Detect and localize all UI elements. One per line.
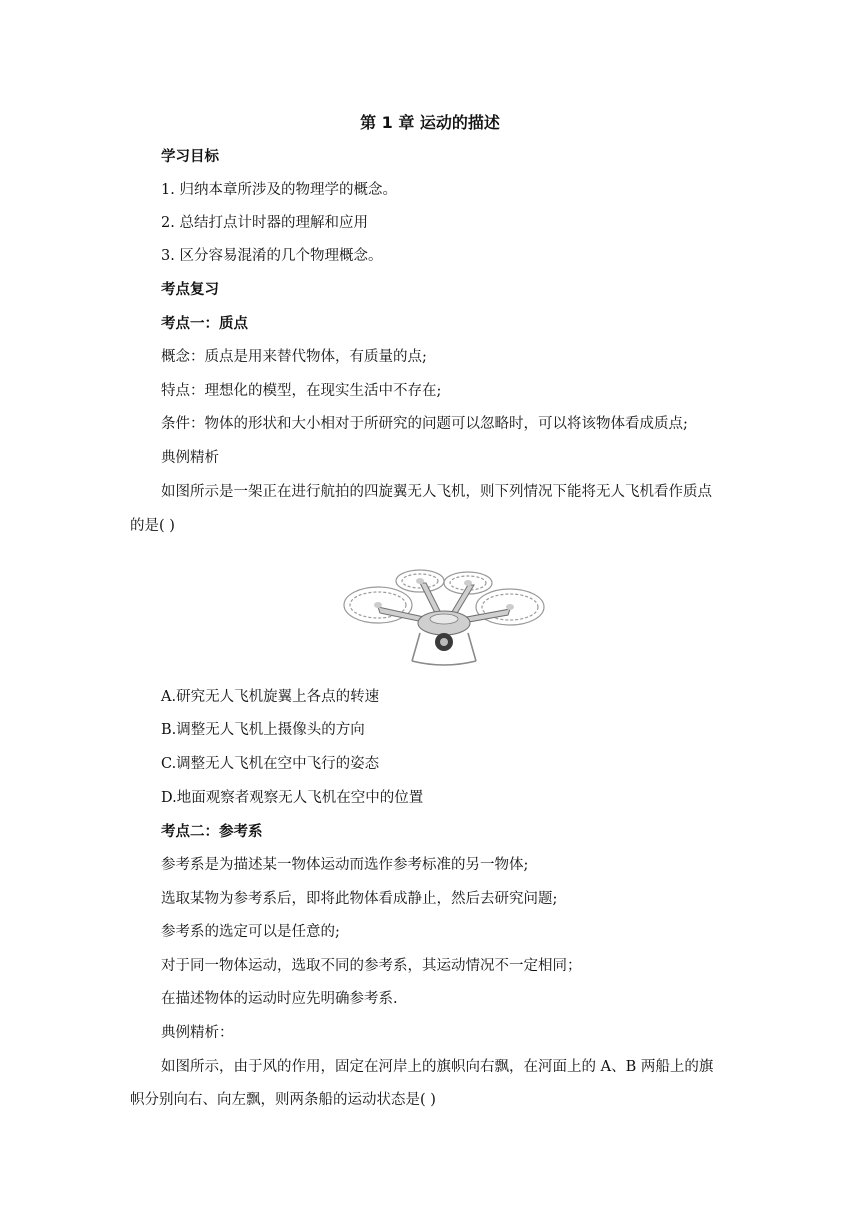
point2-example-label: 典例精析： bbox=[161, 1025, 234, 1041]
point1-concept: 概念：质点是用来替代物体，有质量的点; bbox=[161, 349, 427, 365]
point1-question-line2: 的是( ) bbox=[130, 518, 175, 534]
point2-heading: 考点二：参考系 bbox=[161, 824, 263, 840]
quadcopter-drone-image bbox=[338, 567, 550, 673]
objective-item-3: 3. 区分容易混淆的几个物理概念。 bbox=[161, 248, 383, 264]
point2-line-3: 参考系的选定可以是任意的; bbox=[161, 924, 340, 940]
point2-question-line2: 帜分别向右、向左飘，则两条船的运动状态是( ) bbox=[130, 1092, 436, 1108]
point2-question-line1: 如图所示，由于风的作用，固定在河岸上的旗帜向右飘，在河面上的 A、B 两船上的旗 bbox=[161, 1059, 714, 1075]
objective-item-2: 2. 总结打点计时器的理解和应用 bbox=[161, 215, 368, 231]
point1-example-label: 典例精析 bbox=[161, 450, 219, 466]
point2-line-1: 参考系是为描述某一物体运动而选作参考标准的另一物体; bbox=[161, 857, 529, 873]
objectives-heading: 学习目标 bbox=[161, 149, 219, 165]
point1-question bbox=[130, 482, 730, 536]
point1-option-c: C.调整无人飞机在空中飞行的姿态 bbox=[161, 756, 380, 772]
review-heading: 考点复习 bbox=[161, 282, 219, 298]
point1-feature: 特点：理想化的模型，在现实生活中不存在; bbox=[161, 383, 442, 399]
point1-heading: 考点一：质点 bbox=[161, 316, 248, 332]
point1-condition: 条件：物体的形状和大小相对于所研究的问题可以忽略时，可以将该物体看成质点; bbox=[161, 416, 688, 432]
objective-item-1: 1. 归纳本章所涉及的物理学的概念。 bbox=[161, 182, 397, 198]
chapter-title: 第 1 章 运动的描述 bbox=[360, 113, 500, 132]
point1-option-a: A.研究无人飞机旋翼上各点的转速 bbox=[161, 689, 380, 705]
point2-line-2: 选取某物为参考系后，即将此物体看成静止，然后去研究问题; bbox=[161, 891, 558, 907]
point1-option-d: D.地面观察者观察无人飞机在空中的位置 bbox=[161, 790, 424, 806]
point2-line-4: 对于同一物体运动，选取不同的参考系，其运动情况不一定相同； bbox=[161, 958, 582, 974]
point2-question bbox=[130, 1057, 730, 1110]
point1-option-b: B.调整无人飞机上摄像头的方向 bbox=[161, 722, 365, 738]
point2-line-5: 在描述物体的运动时应先明确参考系. bbox=[161, 991, 398, 1007]
point1-question-line1: 如图所示是一架正在进行航拍的四旋翼无人飞机，则下列情况下能将无人飞机看作质点 bbox=[161, 484, 712, 500]
